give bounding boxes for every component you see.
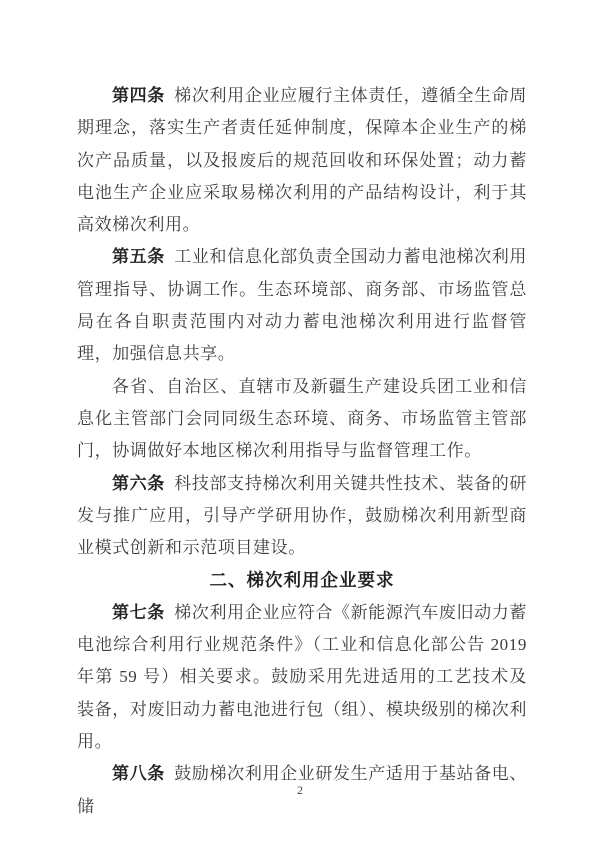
article-8-label: 第八条 bbox=[112, 764, 165, 784]
article-7-label: 第七条 bbox=[112, 602, 165, 622]
article-7-text: 梯次利用企业应符合《新能源汽车废旧动力蓄电池综合利用行业规范条件》（工业和信息化部公告 2019 年第 59 号）相关要求。鼓励采用先进适用的工艺技术及装备，对废旧动力蓄电池进行包（组）、模块级别的梯次利用。 bbox=[77, 602, 527, 751]
article-4-label: 第四条 bbox=[112, 86, 165, 105]
article-5-text: 工业和信息化部负责全国动力蓄电池梯次利用管理指导、协调工作。生态环境部、商务部、市场监管总局在各自职责范围内对动力蓄电池梯次利用进行监督管理，加强信息共享。 bbox=[77, 247, 527, 364]
paragraph-provinces-text: 各省、自治区、直辖市及新疆生产建设兵团工业和信息化主管部门会同同级生态环境、商务、市场监管主管部门，协调做好本地区梯次利用指导与监督管理工作。 bbox=[77, 376, 527, 461]
paragraph-provinces bbox=[77, 371, 527, 468]
paragraph-article-4 bbox=[77, 80, 527, 241]
article-6-text: 科技部支持梯次利用关键共性技术、装备的研发与推广应用，引导产学研用协作，鼓励梯次利用新型商业模式创新和示范项目建设。 bbox=[77, 473, 527, 558]
document-body bbox=[77, 80, 527, 823]
article-6-label: 第六条 bbox=[112, 473, 165, 493]
paragraph-article-5 bbox=[77, 241, 527, 370]
paragraph-article-7 bbox=[77, 597, 527, 758]
section-heading: 二、梯次利用企业要求 bbox=[209, 570, 395, 591]
page-number: 2 bbox=[297, 783, 303, 797]
article-4-text: 梯次利用企业应履行主体责任，遵循全生命周期理念，落实生产者责任延伸制度，保障本企业生产的梯次产品质量，以及报废后的规范回收和环保处置；动力蓄电池生产企业应采取易梯次利用的产品结构设计，利于其高效梯次利用。 bbox=[77, 86, 527, 235]
article-5-label: 第五条 bbox=[112, 247, 165, 267]
paragraph-article-6 bbox=[77, 468, 527, 565]
article-8-text: 鼓励梯次利用企业研发生产适用于基站备电、储 bbox=[77, 764, 527, 816]
